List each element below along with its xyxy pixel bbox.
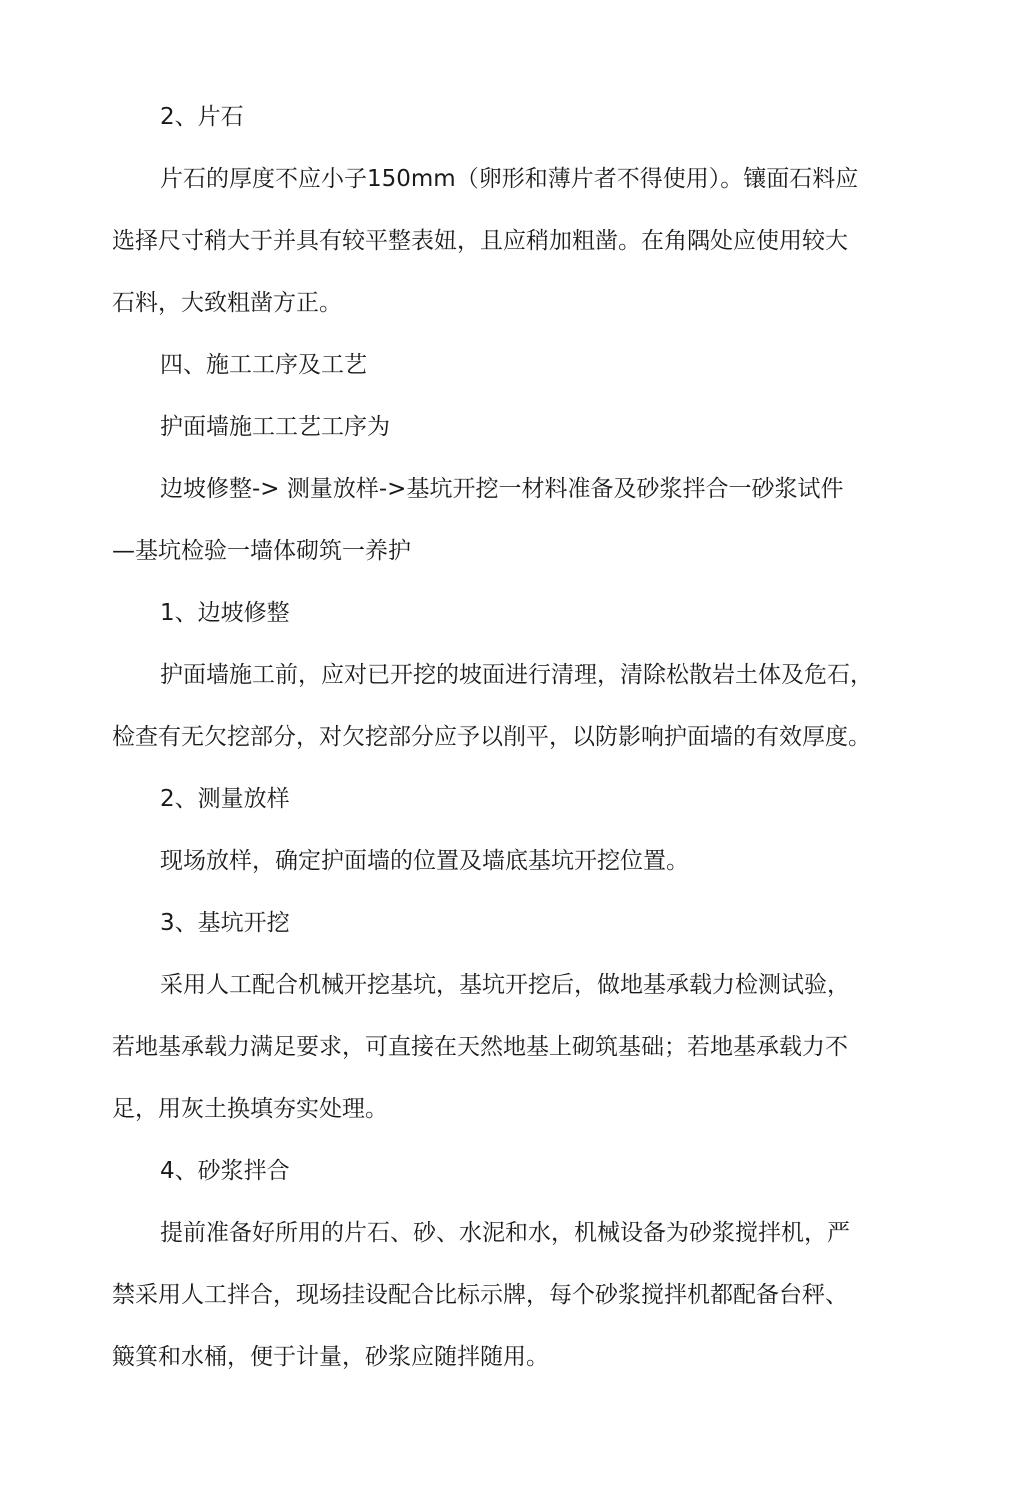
paragraph-line: 护面墙施工工艺工序为 [160,414,390,440]
paragraph-line: 提前准备好所用的片石、砂、水泥和水，机械设备为砂浆搅拌机，严 [160,1220,850,1246]
paragraph-line: 禁采用人工拌合，现场挂设配合比标示牌，每个砂浆搅拌机都配备台秤、 [112,1282,848,1308]
paragraph-line: 选择尺寸稍大于并具有较平整表妞，且应稍加粗凿。在角隅处应使用较大 [112,228,848,254]
paragraph-line: 片石的厚度不应小子150mm（卵形和薄片者不得使用）。镶面石料应 [160,166,859,192]
section-heading: 3、基坑开挖 [160,910,290,936]
paragraph-line: 检查有无欠挖部分，对欠挖部分应予以削平，以防影响护面墙的有效厚度。 [112,724,871,750]
section-heading: 四、施工工序及工艺 [160,352,367,378]
paragraph-line: 采用人工配合机械开挖基坑，基坑开挖后，做地基承载力检测试验， [160,972,850,998]
section-heading: 2、测量放样 [160,786,290,812]
paragraph-line: 边坡修整-> 测量放样->基坑开挖一材料准备及砂浆拌合一砂浆试件 [160,476,844,502]
section-heading: 2、片石 [160,104,244,130]
paragraph-line: 簸箕和水桶，便于计量，砂浆应随拌随用。 [112,1344,549,1370]
paragraph-line: —基坑检验一墙体砌筑一养护 [112,538,411,564]
paragraph-line: 若地基承载力满足要求，可直接在天然地基上砌筑基础；若地基承载力不 [112,1034,848,1060]
section-heading: 4、砂浆拌合 [160,1158,290,1184]
paragraph-line: 石料，大致粗凿方正。 [112,290,342,316]
section-heading: 1、边坡修整 [160,600,290,626]
paragraph-line: 现场放样，确定护面墙的位置及墙底基坑开挖位置。 [160,848,689,874]
paragraph-line: 护面墙施工前，应对已开挖的坡面进行清理，清除松散岩土体及危石， [160,662,873,688]
paragraph-line: 足，用灰土换填夯实处理。 [112,1096,388,1122]
document-body [112,86,902,1388]
